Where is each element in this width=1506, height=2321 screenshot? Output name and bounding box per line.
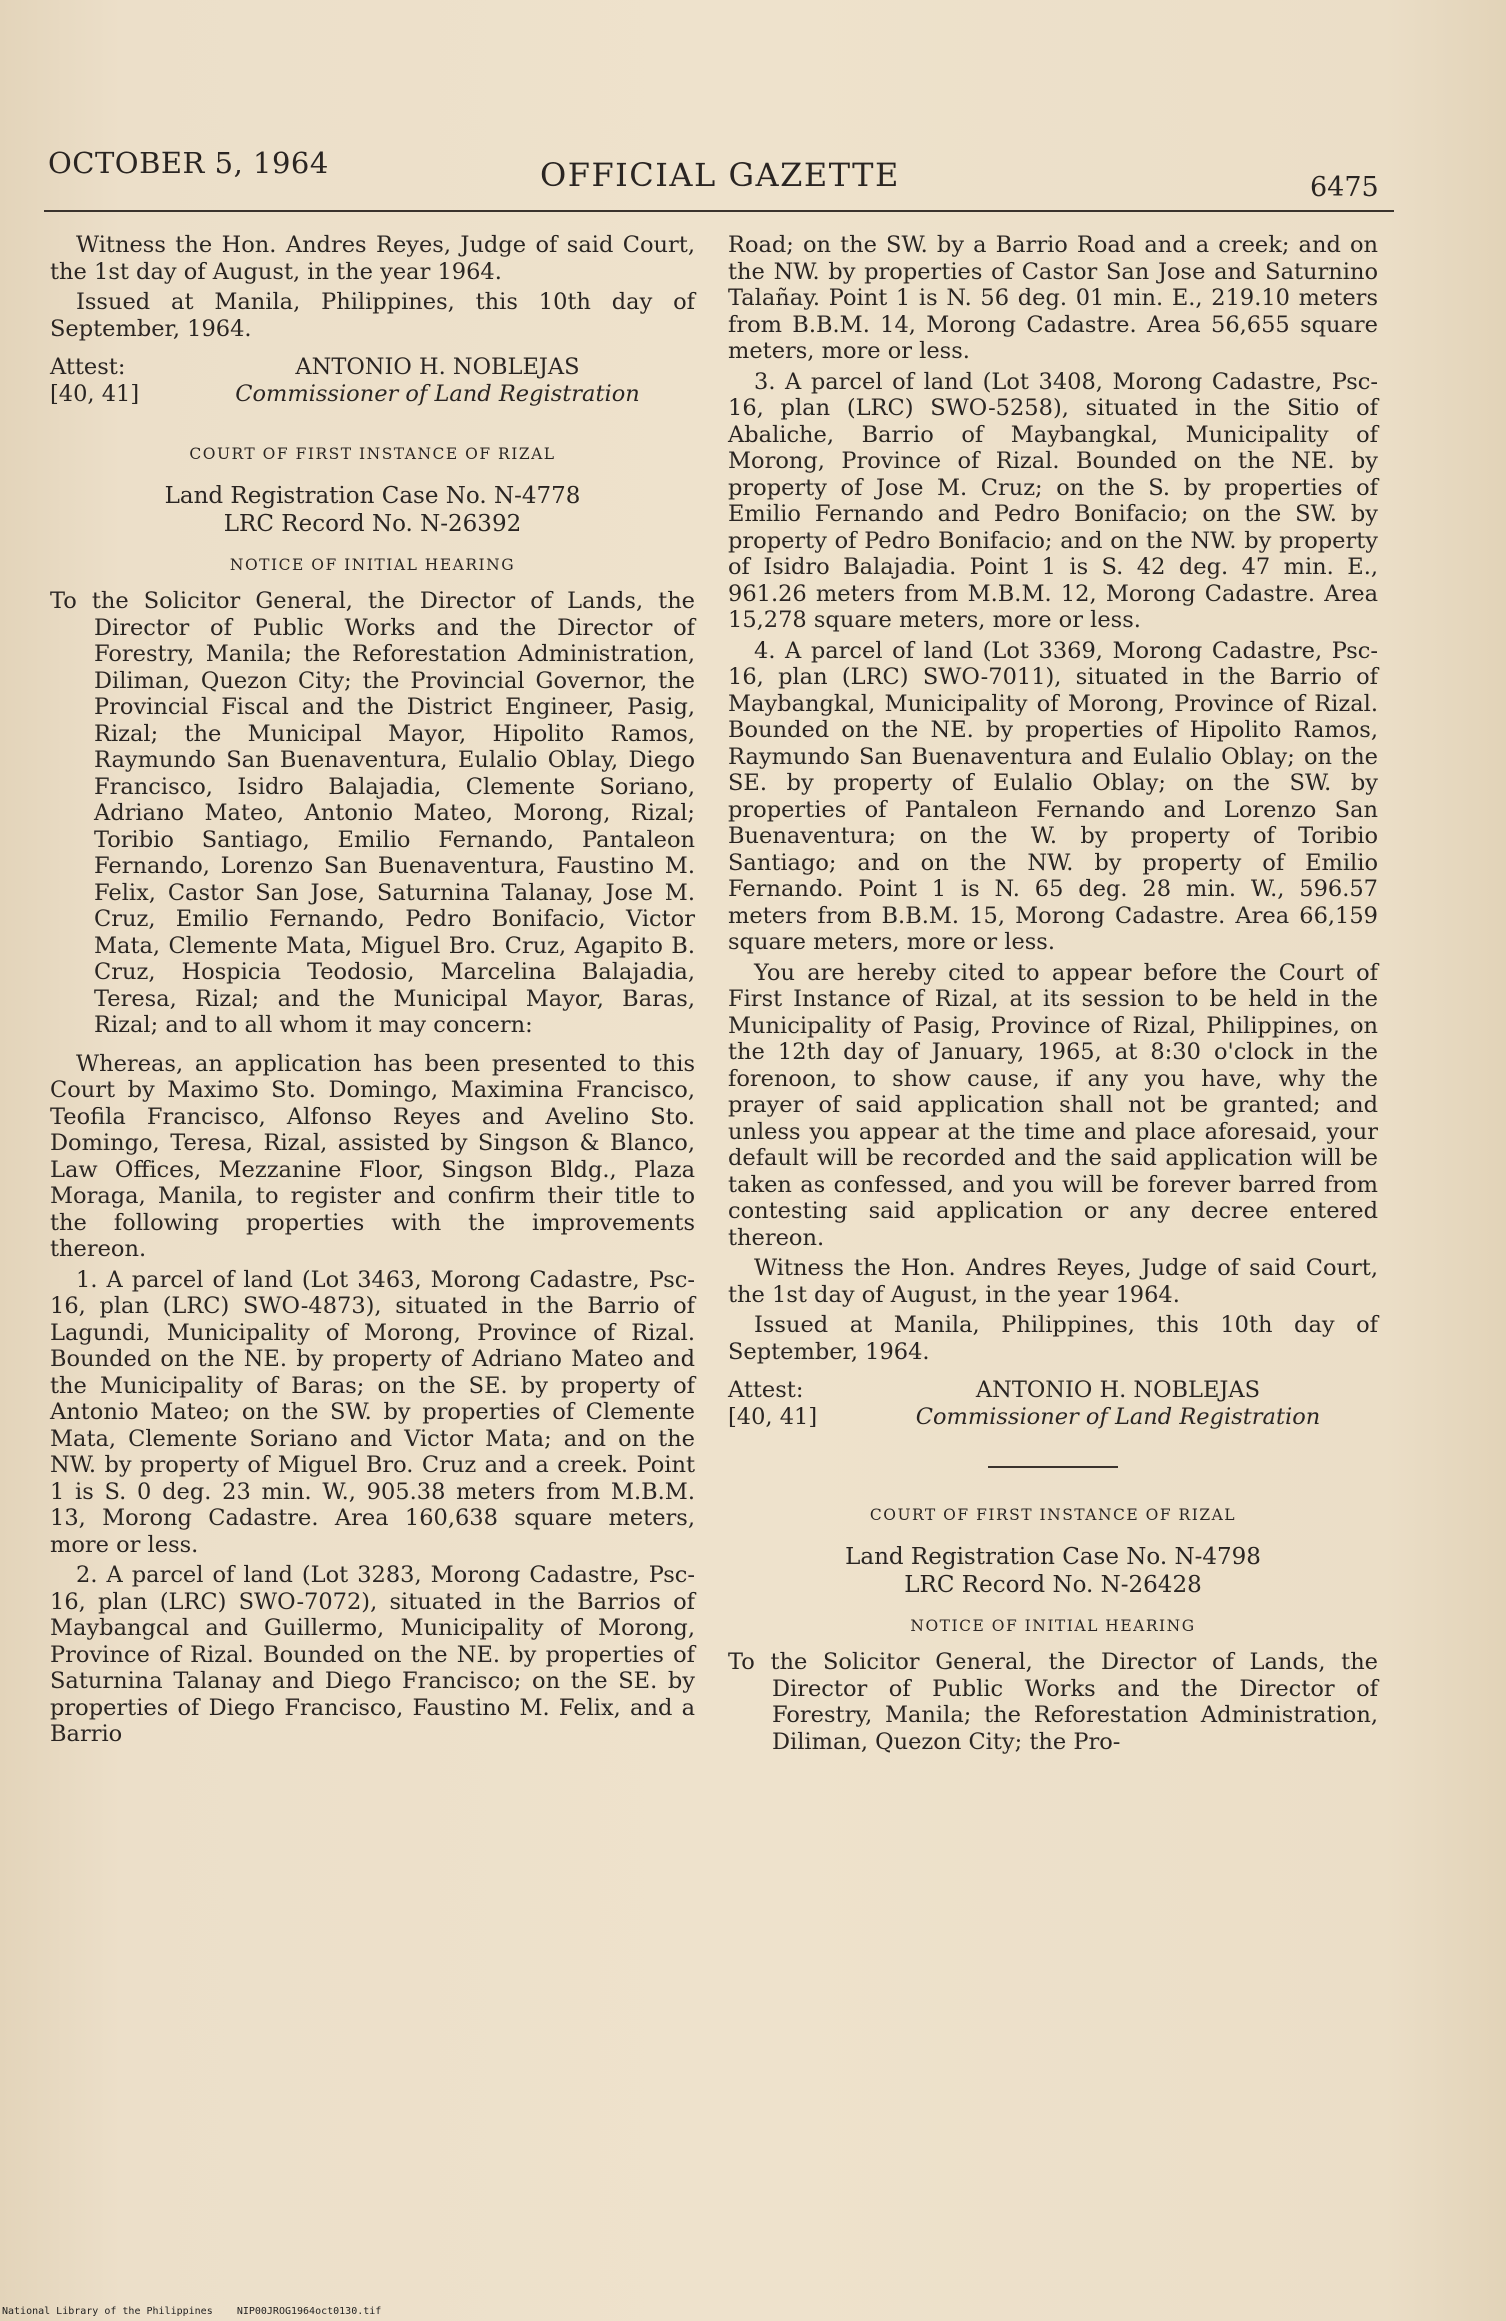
issue-date: OCTOBER 5, 1964 xyxy=(48,146,329,180)
footer-library: National Library of the Philippines xyxy=(2,2306,213,2317)
attestation-block xyxy=(50,354,695,407)
header-rule xyxy=(44,210,1394,212)
parcel-3-paragraph: 3. A parcel of land (Lot 3408, Morong Cadastre, Psc-16, plan (LRC) SWO-5258), situated in the Sitio of Abaliche, Barrio of Maybangkal, Municipality of Morong, Province of Rizal. Bounded on the NE. by property of Jose M. Cruz; on the S. by properties of Emilio Fernando and Pedro Bonifacio; on the SW. by property of Pedro Bonifacio; and on the NW. by property of Isidro Balajadia. Point 1 is S. 42 deg. 47 min. E., 961.26 meters from M.B.M. 12, Morong Cadastre. Area 15,278 square meters, more or less. xyxy=(728,368,1378,633)
attest-signatory: ANTONIO H. NOBLEJAS xyxy=(295,354,580,380)
whereas-paragraph: Whereas, an application has been presented to this Court by Maximo Sto. Domingo, Maximina Francisco, Teofila Francisco, Alfonso Reyes and Avelino Sto. Domingo, Teresa, Rizal, assisted by Singson & Blanco, Law Offices, Mezzanine Floor, Singson Bldg., Plaza Moraga, Manila, to register and confirm their title to the following properties with the improvements thereon. xyxy=(50,1050,695,1262)
attest-signatory: ANTONIO H. NOBLEJAS xyxy=(975,1377,1261,1403)
lrc-record: LRC Record No. N-26428 xyxy=(904,1571,1202,1598)
page-number: 6475 xyxy=(1310,172,1379,203)
citation-paragraph: You are hereby cited to appear before the Court of First Instance of Rizal, at its session to be held in the Municipality of Pasig, Province of Rizal, Philippines, on the 12th day of January, 1965, at 8:30 o'clock in the forenoon, to show cause, if any you have, why the prayer of said application shall not be granted; and unless you appear at the time and place aforesaid, your default will be recorded and the said application will be taken as confessed, and you will be forever barred from contesting said application or any decree entered thereon. xyxy=(728,959,1378,1251)
court-heading: COURT OF FIRST INSTANCE OF RIZAL xyxy=(189,445,556,463)
section-divider xyxy=(988,1466,1118,1468)
footer-filename: NIP00JROG1964oct0130.tif xyxy=(236,2306,382,2317)
right-column xyxy=(728,232,1378,1767)
case-number: Land Registration Case No. N-4778 xyxy=(164,482,581,509)
left-column xyxy=(50,232,695,1752)
issued-paragraph: Issued at Manila, Philippines, this 10th day of September, 1964. xyxy=(50,289,695,342)
witness-paragraph: Witness the Hon. Andres Reyes, Judge of said Court, the 1st day of August, in the year 1964. xyxy=(50,232,695,285)
attestation-block xyxy=(728,1377,1378,1430)
publication-title: OFFICIAL GAZETTE xyxy=(540,156,900,194)
parcel-2-paragraph: 2. A parcel of land (Lot 3283, Morong Cadastre, Psc-16, plan (LRC) SWO-7072), situated in the Barrios of Maybangcal and Guillermo, Municipality of Morong, Province of Rizal. Bounded on the NE. by properties of Saturnina Talanay and Diego Francisco; on the SE. by properties of Diego Francisco, Faustino M. Felix, and a Barrio xyxy=(50,1562,695,1747)
attest-label: Attest: xyxy=(50,354,126,380)
issued-paragraph: Issued at Manila, Philippines, this 10th day of September, 1964. xyxy=(728,1312,1378,1365)
attest-title: Commissioner of Land Registration xyxy=(915,1403,1321,1430)
attest-label: Attest: xyxy=(728,1377,804,1403)
attest-reference: [40, 41] xyxy=(50,380,140,407)
witness-paragraph: Witness the Hon. Andres Reyes, Judge of said Court, the 1st day of August, in the year 1964. xyxy=(728,1255,1378,1308)
addressee-paragraph: To the Solicitor General, the Director of Lands, the Director of Public Works and the Director of Forestry, Manila; the Reforestation Administration, Diliman, Quezon City; the Provincial Governor, the Provincial Fiscal and the District Engineer, Pasig, Rizal; the Municipal Mayor, Hipolito Ramos, Raymundo San Buenaventura, Eulalio Oblay, Diego Francisco, Isidro Balajadia, Clemente Soriano, Adriano Mateo, Antonio Mateo, Morong, Rizal; Toribio Santiago, Emilio Fernando, Pantaleon Fernando, Lorenzo San Buenaventura, Faustino M. Felix, Castor San Jose, Saturnina Talanay, Jose M. Cruz, Emilio Fernando, Pedro Bonifacio, Victor Mata, Clemente Mata, Miguel Bro. Cruz, Agapito B. Cruz, Hospicia Teodosio, Marcelina Balajadia, Teresa, Rizal; and the Municipal Mayor, Baras, Rizal; and to all whom it may concern: xyxy=(50,588,695,1038)
court-heading: COURT OF FIRST INSTANCE OF RIZAL xyxy=(869,1506,1237,1524)
addressee-paragraph: To the Solicitor General, the Director of Lands, the Director of Public Works and the Director of Forestry, Manila; the Reforestation Administration, Diliman, Quezon City; the Pro- xyxy=(728,1649,1378,1755)
scan-footer xyxy=(2,2306,381,2317)
parcel-4-paragraph: 4. A parcel of land (Lot 3369, Morong Cadastre, Psc-16, plan (LRC) SWO-7011), situated in the Barrio of Maybangkal, Municipality of Morong, Province of Rizal. Bounded on the NE. by properties of Hipolito Ramos, Raymundo San Buenaventura and Eulalio Oblay; on the SE. by property of Eulalio Oblay; on the SW. by properties of Pantaleon Fernando and Lorenzo San Buenaventura; on the W. by property of Toribio Santiago; and on the NW. by property of Emilio Fernando. Point 1 is N. 65 deg. 28 min. W., 596.57 meters from B.B.M. 15, Morong Cadastre. Area 66,159 square meters, more or less. xyxy=(728,637,1378,955)
parcel-1-paragraph: 1. A parcel of land (Lot 3463, Morong Cadastre, Psc-16, plan (LRC) SWO-4873), situated in the Barrio of Lagundi, Municipality of Morong, Province of Rizal. Bounded on the NE. by property of Adriano Mateo and the Municipality of Baras; on the SE. by property of Antonio Mateo; on the SW. by properties of Clemente Mata, Clemente Soriano and Victor Mata; and on the NW. by property of Miguel Bro. Cruz and a creek. Point 1 is S. 0 deg. 23 min. W., 905.38 meters from M.B.M. 13, Morong Cadastre. Area 160,638 square meters, more or less. xyxy=(50,1266,695,1558)
lrc-record: LRC Record No. N-26392 xyxy=(223,510,522,537)
attest-title: Commissioner of Land Registration xyxy=(235,380,640,407)
notice-heading: NOTICE OF INITIAL HEARING xyxy=(910,1616,1196,1635)
parcel-2-continued: Road; on the SW. by a Barrio Road and a creek; and on the NW. by properties of Castor San Jose and Saturnino Talañay. Point 1 is N. 56 deg. 01 min. E., 219.10 meters from B.B.M. 14, Morong Cadastre. Area 56,655 square meters, more or less. xyxy=(728,232,1378,364)
case-number: Land Registration Case No. N-4798 xyxy=(845,1543,1261,1570)
attest-reference: [40, 41] xyxy=(728,1403,818,1430)
notice-heading: NOTICE OF INITIAL HEARING xyxy=(229,555,516,574)
